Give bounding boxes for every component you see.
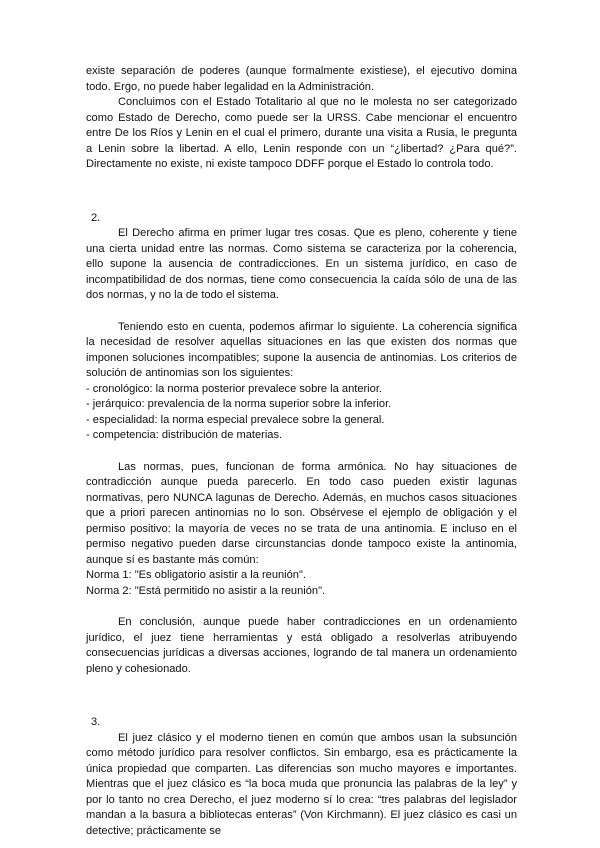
norm-2: Norma 2: "Está permitido no asistir a la reunión". — [86, 584, 326, 597]
spacer — [86, 173, 517, 211]
spacer — [86, 444, 517, 460]
norm-1: Norma 1: "Es obligatorio asistir a la reunión". — [86, 569, 306, 581]
intro-paragraph-2: Concluimos con el Estado Totalitario al que no le molesta no ser categorizado como Estado de Derecho, como puede ser la URSS. Cabe mencionar el encuentro entre De los Ríos y Lenin en el cual el primero, durante una visita a Rusia, le pregunta a Lenin sobre la libertad. A ello, Lenin responde con un “¿libertad? ¿Para qué?”. Directamente no existe, ni existe tampoco DDFF porque el Estado lo controla todo. — [86, 96, 517, 170]
section-3-paragraph-1: El juez clásico y el moderno tienen en común que ambos usan la subsunción como método jurídico para resolver conflictos. Sin embargo, esa es prácticamente la única propiedad que comparten. Las diferencias son mucho mayores e importantes. Mientras que el juez clásico es “la boca muda que pronuncia las palabras de la ley” y por lo tanto no crea Derecho, el juez moderno sí lo crea: “tres palabras del legislador mandan a la basura a bibliotecas enteras” (Von Kirchmann). El juez clásico es casi un detective; prácticamente se — [86, 731, 517, 837]
spacer — [86, 599, 517, 615]
spacer — [86, 304, 517, 320]
section-2 — [86, 211, 517, 678]
section-2-paragraph-2: Teniendo esto en cuenta, podemos afirmar lo siguiente. La coherencia significa la necesidad de resolver aquellas situaciones en las que existen dos normas que imponen soluciones incompatibles; supone la ausencia de antinomias. Los criterios de solución de antinomias son los siguientes: — [86, 320, 517, 379]
section-2-paragraph-4: En conclusión, aunque puede haber contradicciones en un ordenamiento jurídico, el juez tiene herramientas y está obligado a resolverlas atribuyendo consecuencias jurídicas a diversas acciones, logrando de tal manera un ordenamiento pleno y cohesionado. — [86, 616, 517, 675]
list-item: - especialidad: la norma especial prevalece sobre la general. — [86, 413, 385, 426]
intro-paragraph-1: existe separación de poderes (aunque formalmente existiese), el ejecutivo domina todo. Ergo, no puede haber legalidad en la Administración. — [86, 65, 517, 93]
list-item: - cronológico: la norma posterior prevalece sobre la anterior. — [86, 382, 382, 395]
list-item: - competencia: distribución de materias. — [86, 429, 283, 441]
section-3-number: 3. — [91, 716, 101, 728]
list-item: - jerárquico: prevalencia de la norma superior sobre la inferior. — [86, 398, 392, 410]
spacer — [86, 677, 517, 715]
section-3 — [86, 715, 517, 839]
antinomy-criteria-list — [86, 382, 517, 444]
section-2-paragraph-1: El Derecho afirma en primer lugar tres cosas. Que es pleno, coherente y tiene una cierta unidad entre las normas. Como sistema se caracteriza por la coherencia, ello supone la ausencia de contradicciones. En un sistema jurídico, en caso de incompatibilidad de dos normas, tiene como consecuencia la caída sólo de una de las dos normas, y no la de todo el sistema. — [86, 227, 517, 301]
section-2-paragraph-3: Las normas, pues, funcionan de forma armónica. No hay situaciones de contradicción aunque pueda parecerlo. En todo caso pueden existir lagunas normativas, pero NUNCA lagunas de Derecho. Además, en muchos casos situaciones que a priori parecen antinomias no lo son. Obsérvese el ejemplo de obligación y el permiso positivo: la mayoría de veces no se trata de una antinomia. E incluso en el permiso negativo pueden darse circunstancias donde tampoco existe la antinomia, aunque sí es bastante más común: — [86, 460, 517, 566]
section-2-number: 2. — [91, 211, 101, 224]
